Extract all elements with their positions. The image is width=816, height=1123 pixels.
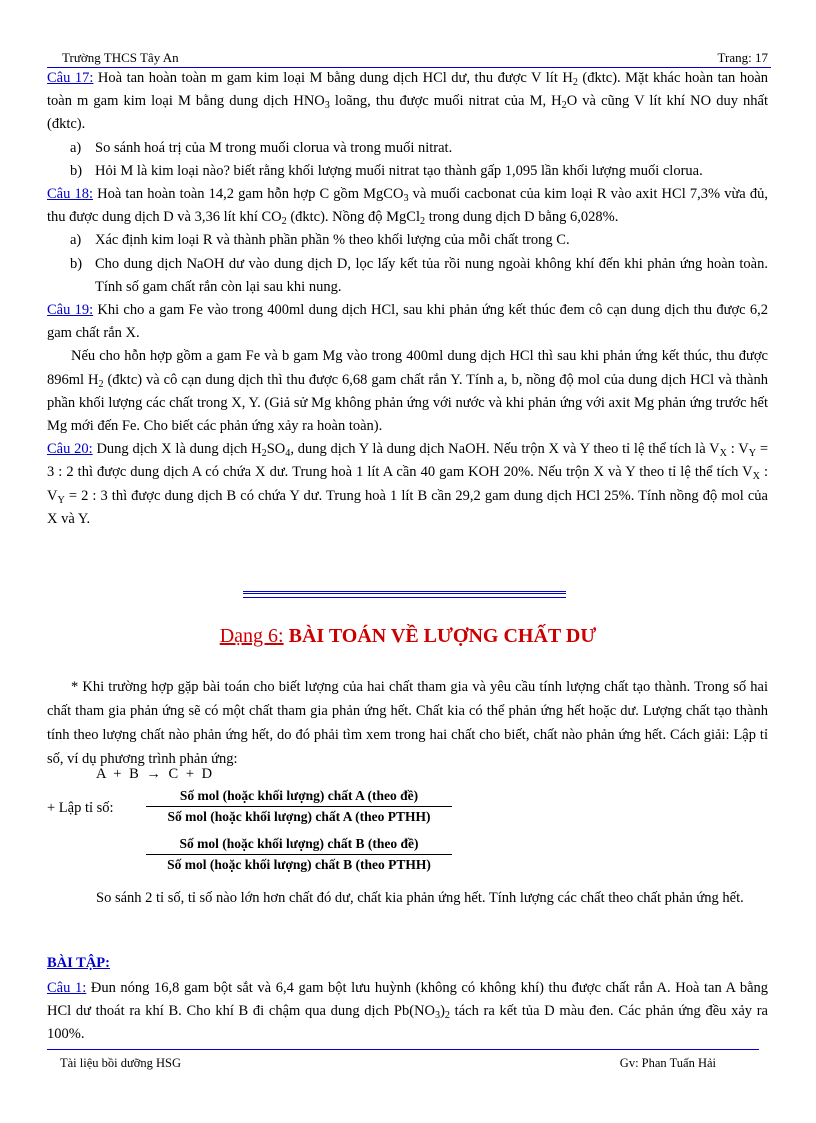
ratio-label: + Lập tỉ số:	[47, 800, 114, 816]
question-20-label: Câu 20:	[47, 441, 93, 458]
section-label: Dạng 6:	[219, 625, 284, 647]
exercise-1-label: Câu 1:	[47, 980, 87, 996]
question-18-b: b) Cho dung dịch NaOH dư vào dung dịch D, lọc lấy kết tủa rồi nung ngoài không khí đến khi phản ứng hoàn toàn. Tính số gam chất rắn còn lại sau khi nung.	[70, 255, 768, 295]
ratio-fraction-b	[146, 836, 452, 873]
fraction-a-denominator: Số mol (hoặc khối lượng) chất A (theo PTHH)	[167, 809, 431, 824]
fraction-b-denominator: Số mol (hoặc khối lượng) chất B (theo PTHH)	[167, 857, 431, 872]
question-19-part2: Nếu cho hỗn hợp gồm a gam Fe và b gam Mg vào trong 400ml dung dịch HCl thì sau khi phản ứng kết thúc, thu được 896ml $H_2$ (đktc) và cô cạn dung dịch thì thu được 6,68 gam chất rắn Y. Tính a, b, nồng độ mol của dung dịch HCl và thành phần khối lượng các chất trong X, Y. (Giả sử Mg không phản ứng với nước và khi phản ứng với axit Mg phản ứng trước hết Mg mới đến Fe. Cho biết các phản ứng xảy ra hoàn toàn).	[47, 348, 768, 435]
reaction-equation: A + B → C + D	[96, 766, 213, 782]
exercises-heading: BÀI TẬP:	[47, 955, 110, 971]
school-name: Trường THCS Tây An	[62, 50, 179, 65]
question-18-label: Câu 18:	[47, 186, 94, 203]
question-18: Câu 18: Hoà tan hoàn toàn 14,2 gam hỗn hợp C gồm MgCO$_3$ và muối cacbonat của kim loại R vào axit HCl 7,3% vừa đủ, thu được dung dịch D và 3,36 lít khí $CO_2$ (đktc). Nồng độ MgCl$_2$ trong dung dịch D bằng 6,028%.	[47, 186, 768, 228]
question-20: Câu 20: Dung dịch X là dung dịch $H_2SO_4$, dung dịch Y là dung dịch NaOH. Nếu trộn X và Y theo tỉ lệ thể tích là $V_X$ : $V_Y = 3$ : 2 thì được dung dịch A có chứa X dư. Trung hoà 1 lít A cần 40 gam KOH 20%. Nếu trộn X và Y theo tỉ lệ thể tích $V_X$ : $V_Y = 2$ : 3 thì được dung dịch B có chứa Y dư. Trung hoà 1 lít B cần 29,2 gam dung dịch HCl 25%. Tính nồng độ mol của X và Y.	[47, 441, 768, 527]
exercise-1: Câu 1: Đun nóng 16,8 gam bột sắt và 6,4 gam bột lưu huỳnh (không có không khí) thu được chất rắn A. Hoà tan A bằng HCl dư thoát ra khí B. Cho khí B đi chậm qua dung dịch $Pb(NO_3)_2$ tách ra kết tủa D màu đen. Các phản ứng đều xảy ra 100%.	[47, 980, 769, 1042]
questions-block	[47, 67, 768, 531]
fraction-a-numerator: Số mol (hoặc khối lượng) chất A (theo đề)	[146, 788, 452, 807]
page-number: Trang: 17	[717, 50, 768, 65]
theory-intro: * Khi trường hợp gặp bài toán cho biết lượng của hai chất tham gia và yêu cầu tính lượng chất tạo thành. Trong số hai chất tham gia phản ứng sẽ có một chất tham gia phản ứng hết. Chất kia có thể phản ứng hết hoặc dư. Lượng chất tạo thành tính theo lượng chất nào phản ứng hết, do đó phải tìm xem trong hai chất cho biết, chất nào phản ứng hết. Cách giải: Lập tỉ số, ví dụ phương trình phản ứng:	[47, 679, 768, 767]
page-header	[62, 50, 768, 66]
comparison-text: So sánh 2 tỉ số, tỉ số nào lớn hơn chất đó dư, chất kia phản ứng hết. Tính lượng các chất theo chất phản ứng hết.	[96, 890, 744, 906]
footer-teacher: Gv: Phan Tuấn Hải	[619, 1056, 716, 1070]
question-17-b: b) Hỏi M là kim loại nào? biết rằng khối lượng muối nitrat tạo thành gấp 1,095 lần khối lượng muối clorua.	[70, 162, 703, 179]
footer-rule	[47, 1049, 759, 1050]
ratio-fraction-a	[146, 788, 452, 825]
page-footer	[60, 1056, 716, 1071]
question-17-a: a) So sánh hoá trị của M trong muối clorua và trong muối nitrat.	[70, 139, 453, 156]
question-18-a: a) Xác định kim loại R và thành phần phần % theo khối lượng của mỗi chất trong C.	[70, 232, 570, 249]
section-heading: BÀI TOÁN VỀ LƯỢNG CHẤT DƯ	[288, 625, 597, 647]
section-title	[0, 625, 816, 648]
section-separator	[243, 591, 566, 598]
question-19: Câu 19: Khi cho a gam Fe vào trong 400ml dung dịch HCl, sau khi phản ứng kết thúc đem cô cạn dung dịch thu được 6,2 gam chất rắn X.	[47, 302, 768, 342]
question-17-label: Câu 17:	[47, 70, 94, 86]
question-17: Câu 17: Hoà tan hoàn toàn m gam kim loại M bằng dung dịch HCl dư, thu được V lít $H_2$ (đktc). Mặt khác hoàn tan hoàn toàn m gam kim loại M bằng dung dịch $HNO_3$ loãng, thu được muối nitrat của M, $H_2O$ và cũng V lít khí NO duy nhất (đktc).	[47, 70, 769, 133]
footer-document: Tài liệu bồi dưỡng HSG	[60, 1056, 182, 1070]
theory-text	[47, 675, 768, 771]
question-19-label: Câu 19:	[47, 302, 94, 319]
fraction-b-numerator: Số mol (hoặc khối lượng) chất B (theo đề)	[146, 836, 452, 855]
